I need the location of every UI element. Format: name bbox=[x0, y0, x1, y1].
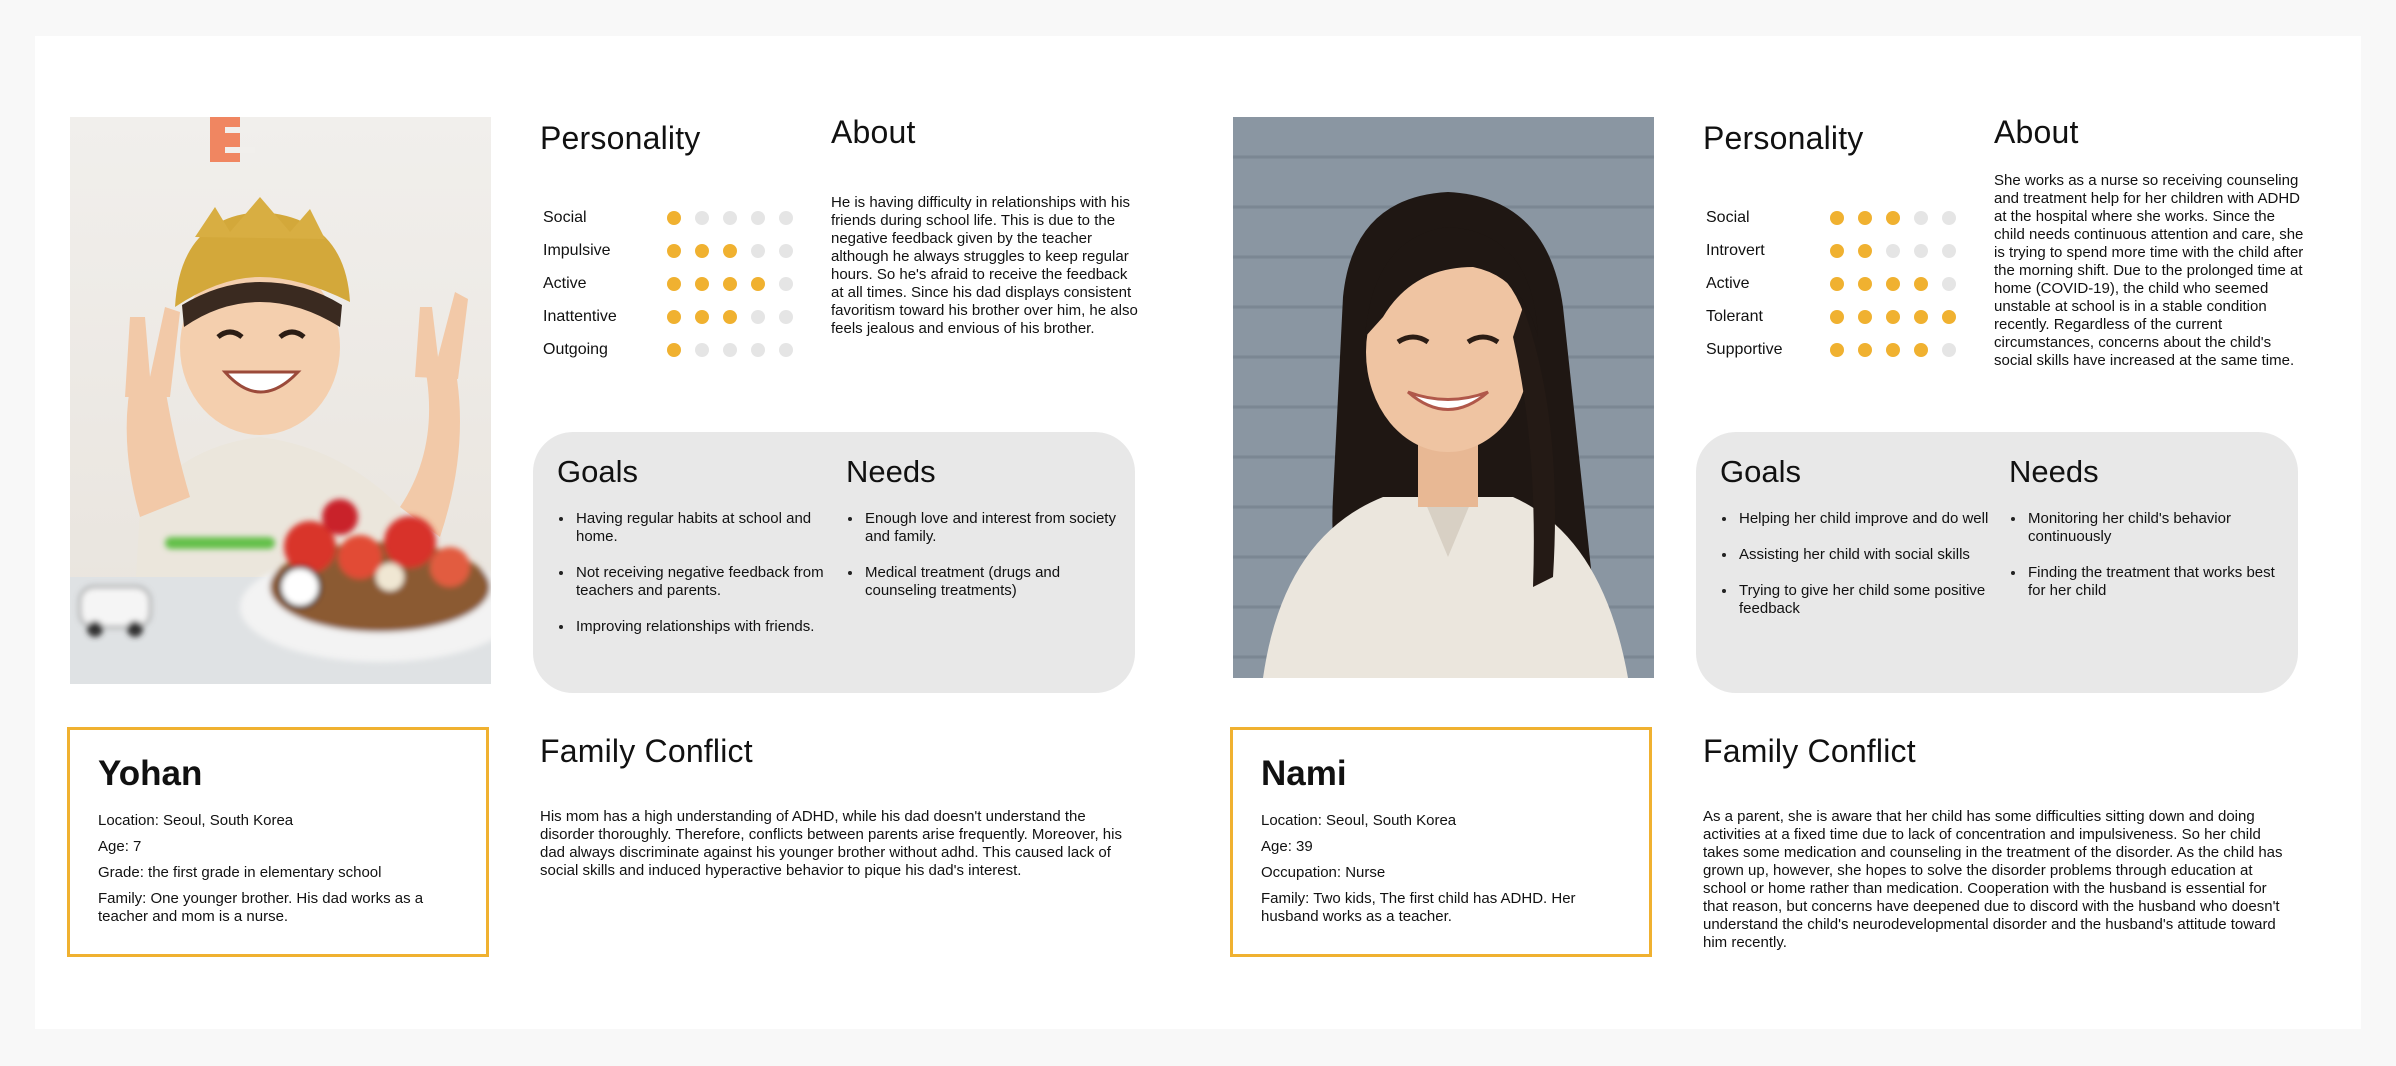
need-item: Medical treatment (drugs and counseling treatments) bbox=[846, 564, 1116, 600]
persona-yohan bbox=[35, 36, 1198, 1029]
goal-item: Helping her child improve and do well bbox=[1720, 510, 2010, 528]
goal-item: Trying to give her child some positive feedback bbox=[1720, 582, 2010, 618]
trait-label: Impulsive bbox=[543, 241, 611, 259]
rating-dot-filled bbox=[667, 343, 681, 357]
rating-dot-filled bbox=[1942, 310, 1956, 324]
rating-dot-filled bbox=[723, 244, 737, 258]
persona-name: Nami bbox=[1261, 754, 1347, 793]
rating-dot-filled bbox=[1830, 343, 1844, 357]
rating-dot-filled bbox=[667, 310, 681, 324]
rating-dot-empty bbox=[779, 343, 793, 357]
needs-list bbox=[2009, 510, 2279, 600]
trait-label: Inattentive bbox=[543, 307, 617, 325]
about-title: About bbox=[1994, 114, 2079, 150]
trait-row bbox=[1706, 201, 1966, 234]
family-conflict-title: Family Conflict bbox=[1703, 733, 1916, 769]
trait-label: Outgoing bbox=[543, 340, 608, 358]
rating-dot-empty bbox=[779, 244, 793, 258]
rating-dot-filled bbox=[667, 244, 681, 258]
trait-row bbox=[543, 267, 803, 300]
rating-dot-empty bbox=[779, 277, 793, 291]
personality-title: Personality bbox=[1703, 120, 1864, 156]
rating-dot-empty bbox=[1942, 277, 1956, 291]
trait-row bbox=[1706, 234, 1966, 267]
goals-needs-panel bbox=[533, 432, 1135, 693]
goals-section bbox=[1720, 454, 2010, 636]
about-text: She works as a nurse so receiving counseling and treatment help for her children with ADHD at the hospital where she works. Since the child needs continuous attention and care, she is trying to spend more time with the child after the morning shift. Due to the prolonged time at home (COVID-19), the child who seemed unstable at school is in a stable condition recently. Regardless of the current circumstances, concerns about the child's social skills have increased at the same time. bbox=[1994, 172, 2304, 369]
trait-label: Introvert bbox=[1706, 241, 1765, 259]
trait-label: Active bbox=[1706, 274, 1750, 292]
about-title: About bbox=[831, 114, 916, 150]
rating-dot-filled bbox=[751, 277, 765, 291]
rating-dot-empty bbox=[1942, 343, 1956, 357]
rating-dot-filled bbox=[1886, 310, 1900, 324]
persona-photo-woman bbox=[1233, 117, 1654, 678]
rating-dot-filled bbox=[1914, 310, 1928, 324]
trait-rating bbox=[1830, 343, 1956, 357]
rating-dot-filled bbox=[1830, 277, 1844, 291]
trait-label: Social bbox=[1706, 208, 1750, 226]
info-location: Location: Seoul, South Korea bbox=[1261, 812, 1457, 829]
trait-label: Tolerant bbox=[1706, 307, 1763, 325]
rating-dot-empty bbox=[695, 211, 709, 225]
trait-row bbox=[1706, 267, 1966, 300]
rating-dot-filled bbox=[723, 310, 737, 324]
rating-dot-empty bbox=[751, 343, 765, 357]
rating-dot-filled bbox=[1914, 277, 1928, 291]
info-age: Age: 39 bbox=[1261, 838, 1313, 855]
persona-name: Yohan bbox=[98, 754, 203, 793]
trait-rating bbox=[667, 277, 793, 291]
needs-section bbox=[846, 454, 1116, 618]
needs-title: Needs bbox=[2009, 454, 2099, 489]
info-occupation: Occupation: Nurse bbox=[1261, 864, 1386, 881]
family-conflict-title: Family Conflict bbox=[540, 733, 753, 769]
rating-dot-filled bbox=[1886, 343, 1900, 357]
goals-section bbox=[557, 454, 847, 654]
rating-dot-filled bbox=[1858, 211, 1872, 225]
trait-row bbox=[543, 201, 803, 234]
rating-dot-filled bbox=[1858, 277, 1872, 291]
goal-item: Not receiving negative feedback from teachers and parents. bbox=[557, 564, 847, 600]
family-conflict-text: His mom has a high understanding of ADHD, while his dad doesn't understand the disorder thoroughly. Therefore, conflicts between parents arise frequently. Moreover, his dad always discriminate against his younger brother without adhd. This caused lack of social skills and induced hyperactive behavior to pique his dad's interest. bbox=[540, 808, 1122, 879]
rating-dot-empty bbox=[1886, 244, 1900, 258]
rating-dot-empty bbox=[1942, 211, 1956, 225]
rating-dot-filled bbox=[723, 277, 737, 291]
rating-dot-empty bbox=[751, 244, 765, 258]
needs-list bbox=[846, 510, 1116, 600]
rating-dot-filled bbox=[1886, 211, 1900, 225]
goals-list bbox=[557, 510, 847, 636]
trait-row bbox=[543, 234, 803, 267]
persona-info-card bbox=[1230, 727, 1652, 957]
trait-row bbox=[543, 333, 803, 366]
trait-rating bbox=[1830, 211, 1956, 225]
info-grade: Grade: the first grade in elementary school bbox=[98, 864, 382, 881]
goals-title: Goals bbox=[557, 454, 638, 489]
needs-title: Needs bbox=[846, 454, 936, 489]
personality-title: Personality bbox=[540, 120, 701, 156]
rating-dot-empty bbox=[751, 211, 765, 225]
rating-dot-filled bbox=[695, 277, 709, 291]
goal-item: Having regular habits at school and home. bbox=[557, 510, 847, 546]
persona-photo-child bbox=[70, 117, 491, 684]
trait-row bbox=[1706, 300, 1966, 333]
trait-rating bbox=[667, 343, 793, 357]
rating-dot-filled bbox=[1830, 244, 1844, 258]
personality-traits bbox=[1706, 201, 1966, 366]
rating-dot-empty bbox=[695, 343, 709, 357]
trait-label: Supportive bbox=[1706, 340, 1783, 358]
trait-row bbox=[1706, 333, 1966, 366]
info-family: Family: Two kids, The first child has ADHD. Her husband works as a teacher. bbox=[1261, 890, 1576, 925]
need-item: Finding the treatment that works best for her child bbox=[2009, 564, 2279, 600]
rating-dot-filled bbox=[1858, 310, 1872, 324]
needs-section bbox=[2009, 454, 2279, 618]
rating-dot-filled bbox=[1830, 211, 1844, 225]
rating-dot-empty bbox=[751, 310, 765, 324]
trait-rating bbox=[1830, 310, 1956, 324]
rating-dot-empty bbox=[723, 343, 737, 357]
persona-info-card bbox=[67, 727, 489, 957]
info-location: Location: Seoul, South Korea bbox=[98, 812, 294, 829]
rating-dot-empty bbox=[779, 211, 793, 225]
rating-dot-filled bbox=[667, 277, 681, 291]
rating-dot-filled bbox=[1830, 310, 1844, 324]
trait-rating bbox=[667, 211, 793, 225]
info-family: Family: One younger brother. His dad works as a teacher and mom is a nurse. bbox=[98, 890, 424, 925]
rating-dot-empty bbox=[1942, 244, 1956, 258]
personality-traits bbox=[543, 201, 803, 366]
trait-rating bbox=[667, 244, 793, 258]
goal-item: Assisting her child with social skills bbox=[1720, 546, 2010, 564]
trait-rating bbox=[667, 310, 793, 324]
family-conflict-text: As a parent, she is aware that her child has some difficulties sitting down and doing activities at a fixed time due to lack of concentration and impulsiveness. So her child takes some medication and counseling in the treatment of the disorder. As the child has grown up, however, she hopes to solve the disorder problems through education at school or home rather than medication. Cooperation with the husband is essential for that reason, but concerns have deepened due to discord with the husband who doesn't understand the child's neurodevelopmental disorder and the husband's attitude toward him recently. bbox=[1703, 808, 2283, 951]
rating-dot-filled bbox=[1914, 343, 1928, 357]
rating-dot-filled bbox=[667, 211, 681, 225]
persona-board bbox=[35, 36, 2361, 1029]
trait-label: Active bbox=[543, 274, 587, 292]
rating-dot-filled bbox=[1858, 343, 1872, 357]
rating-dot-filled bbox=[1858, 244, 1872, 258]
goals-needs-panel bbox=[1696, 432, 2298, 693]
persona-nami bbox=[1198, 36, 2361, 1029]
info-age: Age: 7 bbox=[98, 838, 142, 855]
rating-dot-empty bbox=[723, 211, 737, 225]
rating-dot-filled bbox=[695, 244, 709, 258]
rating-dot-empty bbox=[1914, 244, 1928, 258]
about-text: He is having difficulty in relationships with his friends during school life. This is due to the negative feedback given by the teacher although he always struggles to keep regular hours. So he's afraid to receive the feedback at all times. Since his dad displays consistent favoritism toward his brother over him, he also feels jealous and envious of his brother. bbox=[831, 194, 1138, 337]
rating-dot-filled bbox=[1886, 277, 1900, 291]
rating-dot-empty bbox=[1914, 211, 1928, 225]
trait-label: Social bbox=[543, 208, 587, 226]
trait-rating bbox=[1830, 277, 1956, 291]
need-item: Enough love and interest from society and family. bbox=[846, 510, 1116, 546]
goals-title: Goals bbox=[1720, 454, 1801, 489]
need-item: Monitoring her child's behavior continuously bbox=[2009, 510, 2279, 546]
goals-list bbox=[1720, 510, 2010, 618]
trait-row bbox=[543, 300, 803, 333]
rating-dot-empty bbox=[779, 310, 793, 324]
rating-dot-filled bbox=[695, 310, 709, 324]
trait-rating bbox=[1830, 244, 1956, 258]
goal-item: Improving relationships with friends. bbox=[557, 618, 847, 636]
